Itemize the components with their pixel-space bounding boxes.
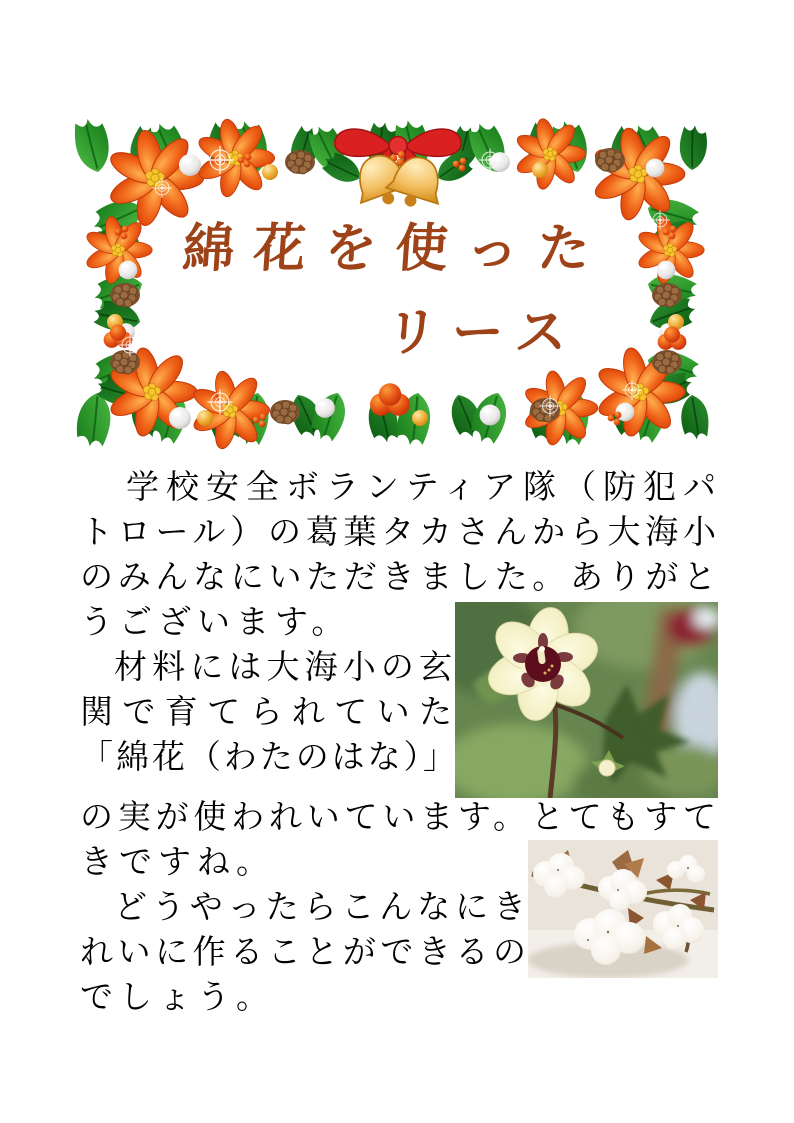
body-text-line: の実が使われいています。とてもすて [80,800,716,836]
body-text-line: うございます。 [80,605,351,641]
christmas-garland-frame [70,100,720,465]
body-text-line: きですね。 [80,845,275,881]
body-text-line: でしょう。 [80,980,275,1016]
body-text-line: のみんなにいただきました。ありがと [80,560,716,596]
body-text-line: 「綿花（わたのはな）」 [80,740,456,776]
body-text-line: 材料には大海小の玄 [114,650,452,686]
body-text-line: れいに作ることができるの [80,935,526,971]
cotton-bolls-photo [528,840,718,978]
page-title-line2: リース [383,305,583,362]
body-text-line: 学校安全ボランティア隊（防犯パ [126,470,716,506]
body-text-line: どうやったらこんなにき [114,890,526,926]
body-text-line: トロール）の葛葉タカさんから大海小 [80,515,716,551]
cotton-flower-photo [455,602,718,798]
body-text-line: 関で育てられていた [80,695,452,731]
page-title-line1: 綿花を使った [180,221,611,278]
